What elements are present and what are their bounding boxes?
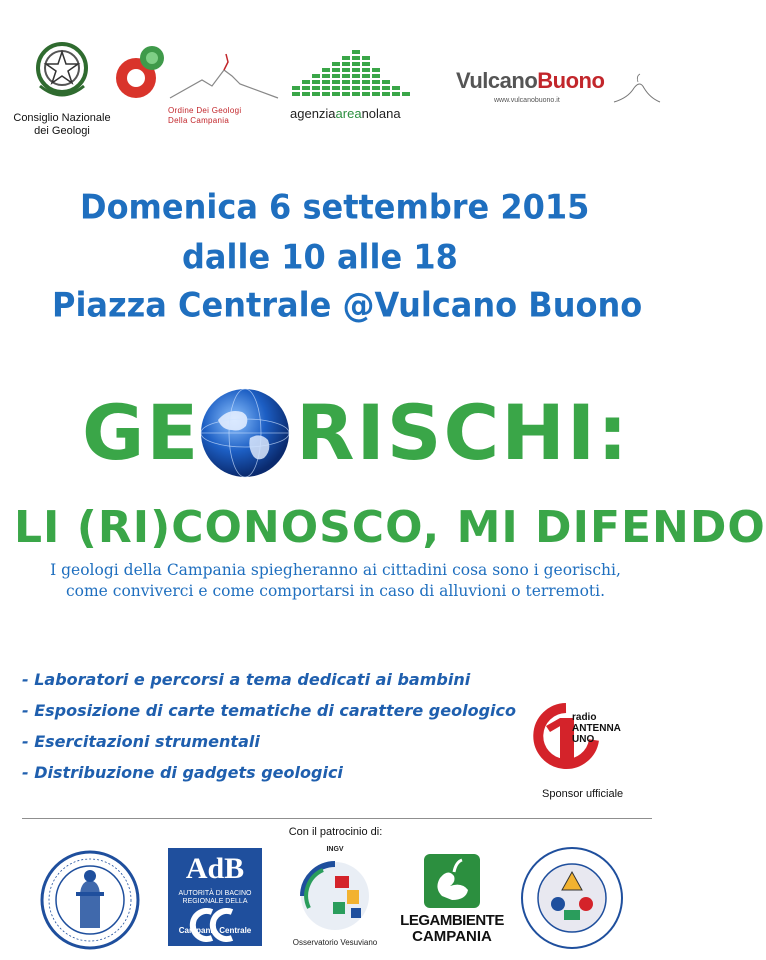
legambiente-logo (400, 852, 504, 948)
event-time: dalle 10 alle 18 (182, 236, 458, 278)
event-date: Domenica 6 settembre 2015 (80, 186, 590, 228)
cng-logo (12, 36, 112, 138)
adb-foot: Campania Centrale (178, 926, 252, 935)
radio-line1: radio (572, 712, 597, 723)
description-line1: I geologi della Campania spiegheranno ai cittadini cosa sono i georischi, (50, 561, 621, 579)
cng-name-line1: Consiglio Nazionale (13, 112, 111, 124)
event-place: Piazza Centrale @Vulcano Buono (52, 284, 643, 326)
sponsor-label: Sponsor ufficiale (542, 788, 624, 800)
patronage-label: Con il patrocinio di: (288, 826, 383, 838)
aan-name (290, 106, 401, 121)
ingv-top: INGV (326, 846, 344, 853)
aan-logo (288, 48, 458, 124)
lega-line2: CAMPANIA (412, 928, 492, 945)
university-seal-icon (40, 850, 140, 950)
cng-name-line2: dei Geologi (34, 125, 90, 137)
adb-big: AdB (185, 852, 245, 885)
ogc-logo (110, 40, 280, 130)
radio-line3: UNO (572, 734, 595, 745)
ingv-logo (290, 846, 380, 950)
aan-name-prefix: agenzia (290, 106, 336, 121)
vb-volcano-icon (612, 74, 662, 104)
adb-cc-icon (168, 908, 262, 942)
adb-logo (168, 848, 262, 946)
adb-small-2: REGIONALE DELLA (182, 898, 248, 905)
divider (22, 818, 652, 819)
aan-bars-icon (292, 48, 422, 104)
ogc-mark-icon (110, 40, 280, 106)
aan-name-mid: area (335, 106, 362, 121)
list-item: - Distribuzione di gadgets geologici (22, 763, 343, 782)
activities-list (22, 664, 542, 788)
ogc-name-line2: Della Campania (168, 116, 230, 125)
vb-name-part1: Vulcano (456, 68, 538, 93)
vb-name (456, 68, 604, 94)
vulcano-buono-logo (456, 66, 666, 116)
protezione-civile-badge-icon (520, 846, 624, 950)
vb-name-part2: Buono (537, 68, 605, 93)
adb-small-1: AUTORITÀ DI BACINO (178, 890, 252, 897)
list-item: - Esposizione di carte tematiche di carattere geologico (22, 701, 516, 720)
ingv-globe-icon (295, 856, 375, 936)
list-item: - Esercitazioni strumentali (22, 732, 260, 751)
title-part-a: GE (82, 388, 201, 477)
swan-icon (422, 852, 482, 910)
lega-line1: LEGAMBIENTE (400, 912, 504, 929)
list-item: - Laboratori e percorsi a tema dedicati ai bambini (22, 670, 471, 689)
globe-icon (198, 386, 292, 480)
radio-antenna-uno-logo (534, 690, 644, 800)
ingv-bottom: Osservatorio Vesuviano (292, 938, 378, 947)
title-part-b: RISCHI: (296, 388, 630, 477)
title-subtitle: LI (RI)CONOSCO, MI DIFENDO (14, 502, 766, 553)
radio-line2: ANTENNA (572, 723, 621, 734)
vb-url: www.vulcanobuono.it (494, 97, 560, 104)
italian-emblem-icon (32, 36, 92, 106)
ogc-name-line1: Ordine Dei Geologi (168, 106, 242, 115)
aan-name-suffix: nolana (361, 106, 401, 121)
description-line2: come conviverci e come comportarsi in caso di alluvioni o terremoti. (65, 582, 606, 600)
